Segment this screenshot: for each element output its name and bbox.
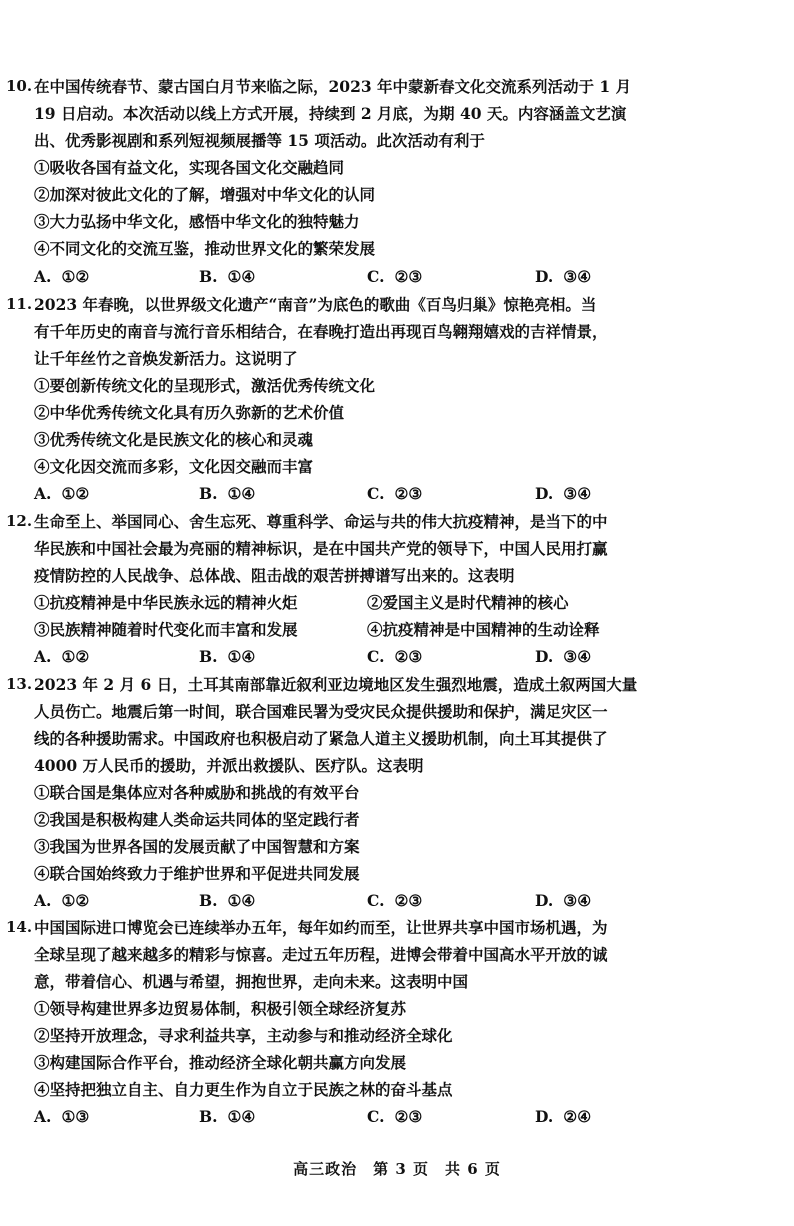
answer-options	[34, 643, 774, 670]
question-stem-line: 让千年丝竹之音焕发新活力。这说明了	[34, 349, 298, 368]
option-d[interactable]: D. ③④	[535, 891, 592, 910]
question-stem-line: 意，带着信心、机遇与希望，拥抱世界，走向未来。这表明中国	[34, 972, 469, 991]
answer-options	[34, 480, 774, 507]
option-a[interactable]: A. ①②	[34, 647, 90, 666]
question-stem-line: 在中国传统春节、蒙古国白月节来临之际，2023 年中蒙新春文化交流系列活动于 1 月	[34, 77, 632, 96]
statement: ①要创新传统文化的呈现形式，激活优秀传统文化	[34, 376, 376, 395]
statement-row	[34, 589, 774, 616]
question-stem-line: 华民族和中国社会最为亮丽的精神标识，是在中国共产党的领导下，中国人民用打赢	[34, 539, 608, 558]
question-stem-line: 4000 万人民币的援助，并派出救援队、医疗队。这表明	[34, 756, 424, 775]
question-stem-line: 2023 年 2 月 6 日，土耳其南部靠近叙利亚边境地区发生强烈地震，造成土叙两国大量	[34, 675, 638, 694]
option-d[interactable]: D. ②④	[535, 1107, 592, 1126]
option-c[interactable]: C. ②③	[367, 267, 423, 286]
statement: ②我国是积极构建人类命运共同体的坚定践行者	[34, 810, 360, 829]
statement: ③大力弘扬中华文化，感悟中华文化的独特魅力	[34, 212, 360, 231]
statement-row	[34, 616, 774, 643]
question-stem-line: 全球呈现了越来越多的精彩与惊喜。走过五年历程，进博会带着中国高水平开放的诚	[34, 945, 608, 964]
option-d[interactable]: D. ③④	[535, 484, 592, 503]
statement: ④抗疫精神是中国精神的生动诠释	[367, 620, 600, 639]
question-stem-line: 19 日启动。本次活动以线上方式开展，持续到 2 月底，为期 40 天。内容涵盖文艺演	[34, 104, 627, 123]
question-stem-line: 生命至上、举国同心、舍生忘死、尊重科学、命运与共的伟大抗疫精神，是当下的中	[34, 512, 608, 531]
statement: ①领导构建世界多边贸易体制，积极引领全球经济复苏	[34, 999, 407, 1018]
statement: ②坚持开放理念，寻求利益共享，主动参与和推动经济全球化	[34, 1026, 453, 1045]
option-c[interactable]: C. ②③	[367, 1107, 423, 1126]
option-a[interactable]: A. ①②	[34, 891, 90, 910]
question-stem-line: 有千年历史的南音与流行音乐相结合，在春晚打造出再现百鸟翱翔嬉戏的吉祥情景，	[34, 322, 608, 341]
option-a[interactable]: A. ①②	[34, 484, 90, 503]
statement: ③构建国际合作平台，推动经济全球化朝共赢方向发展	[34, 1053, 407, 1072]
question-stem-line: 2023 年春晚，以世界级文化遗产“南音”为底色的歌曲《百鸟归巢》惊艳亮相。当	[34, 295, 597, 314]
option-d[interactable]: D. ③④	[535, 267, 592, 286]
question-stem-line: 中国国际进口博览会已连续举办五年，每年如约而至，让世界共享中国市场机遇，为	[34, 918, 608, 937]
page-footer: 高三政治 第 3 页 共 6 页	[293, 1160, 501, 1178]
statement: ③我国为世界各国的发展贡献了中国智慧和方案	[34, 837, 360, 856]
option-b[interactable]: B. ①④	[199, 891, 256, 910]
question-stem-line: 线的各种援助需求。中国政府也积极启动了紧急人道主义援助机制，向土耳其提供了	[34, 729, 608, 748]
statement: ④联合国始终致力于维护世界和平促进共同发展	[34, 864, 360, 883]
answer-options	[34, 887, 774, 914]
statement: ①抗疫精神是中华民族永远的精神火炬	[34, 593, 298, 612]
option-c[interactable]: C. ②③	[367, 891, 423, 910]
statement: ②中华优秀传统文化具有历久弥新的艺术价值	[34, 403, 345, 422]
question-number: 11.	[6, 295, 33, 313]
statement: ④坚持把独立自主、自力更生作为自立于民族之林的奋斗基点	[34, 1080, 453, 1099]
question-number: 12.	[6, 512, 33, 530]
question-number: 14.	[6, 918, 33, 936]
statement: ③民族精神随着时代变化而丰富和发展	[34, 620, 298, 639]
question-stem-line: 人员伤亡。地震后第一时间，联合国难民署为受灾民众提供援助和保护，满足灾区一	[34, 702, 608, 721]
question-number: 10.	[6, 77, 33, 95]
option-b[interactable]: B. ①④	[199, 1107, 256, 1126]
option-a[interactable]: A. ①③	[34, 1107, 90, 1126]
option-b[interactable]: B. ①④	[199, 484, 256, 503]
answer-options	[34, 1103, 774, 1130]
question-stem-line: 出、优秀影视剧和系列短视频展播等 15 项活动。此次活动有利于	[34, 131, 485, 150]
question-number: 13.	[6, 675, 33, 693]
statement: ①联合国是集体应对各种威胁和挑战的有效平台	[34, 783, 360, 802]
statement: ①吸收各国有益文化，实现各国文化交融趋同	[34, 158, 345, 177]
statement: ④文化因交流而多彩，文化因交融而丰富	[34, 457, 314, 476]
option-b[interactable]: B. ①④	[199, 267, 256, 286]
option-b[interactable]: B. ①④	[199, 647, 256, 666]
statement: ②爱国主义是时代精神的核心	[367, 593, 569, 612]
question-stem-line: 疫情防控的人民战争、总体战、阻击战的艰苦拼搏谱写出来的。这表明	[34, 566, 515, 585]
answer-options	[34, 263, 774, 290]
option-a[interactable]: A. ①②	[34, 267, 90, 286]
statement: ④不同文化的交流互鉴，推动世界文化的繁荣发展	[34, 239, 376, 258]
statement: ③优秀传统文化是民族文化的核心和灵魂	[34, 430, 314, 449]
option-c[interactable]: C. ②③	[367, 484, 423, 503]
option-d[interactable]: D. ③④	[535, 647, 592, 666]
statement: ②加深对彼此文化的了解，增强对中华文化的认同	[34, 185, 376, 204]
option-c[interactable]: C. ②③	[367, 647, 423, 666]
